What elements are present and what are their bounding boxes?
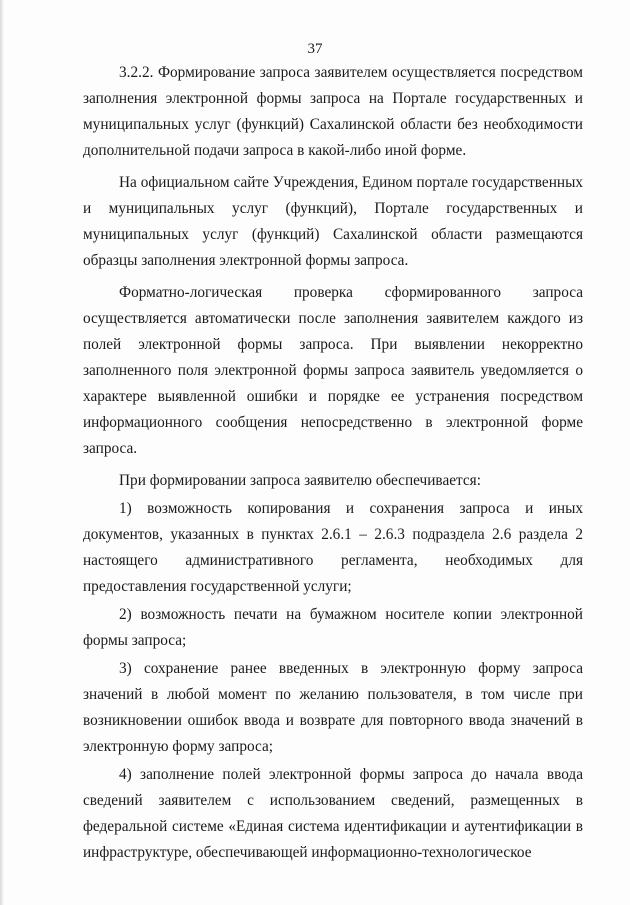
paragraph-provisions-intro: При формировании запроса заявителю обеспечивается: (119, 472, 481, 489)
paragraph-3-2-2: 3.2.2. Формирование запроса заявителем осуществляется посредством заполнения электронной формы запроса на Портале государственных и муниципальных услуг (функций) Сахалинской области без необходимости дополнительной подачи запроса в какой-либо иной форме. (83, 64, 583, 159)
list-item-1: 1) возможность копирования и сохранения запроса и иных документов, указанных в пунктах 2.6.1 – 2.6.3 подраздела 2.6 раздела 2 настоящего административного регламента, необходимых для предоставления государственной услуги; (83, 500, 583, 595)
list-item-3: 3) сохранение ранее введенных в электронную форму запроса значений в любой момент по желанию пользователя, в том числе при возникновении ошибок ввода и возврате для повторного ввода значений в электронную форму запроса; (83, 660, 583, 755)
paragraph-validation: Форматно-логическая проверка сформированного запроса осуществляется автоматически после заполнения заявителем каждого из полей электронной формы запроса. При выявлении некорректно заполненного поля электронной формы запроса заявитель уведомляется о характере выявленной ошибки и порядке ее устранения посредством информационного сообщения непосредственно в электронной форме запроса. (83, 284, 583, 457)
document-body (83, 60, 583, 868)
page-number: 37 (307, 41, 323, 57)
list-item-2: 2) возможность печати на бумажном носителе копии электронной формы запроса; (83, 606, 583, 649)
scan-edge-shadow (0, 0, 4, 905)
list-item-4: 4) заполнение полей электронной формы запроса до начала ввода сведений заявителем с использованием сведений, размещенных в федеральной системе «Единая система идентификации и аутентификации в инфраструктуре, обеспечивающей информационно-технологическое (83, 766, 583, 861)
paragraph-samples: На официальном сайте Учреждения, Едином портале государственных и муниципальных услуг (функций), Портале государственных и муниципальных услуг (функций) Сахалинской области размещаются образцы заполнения электронной формы запроса. (83, 174, 583, 269)
